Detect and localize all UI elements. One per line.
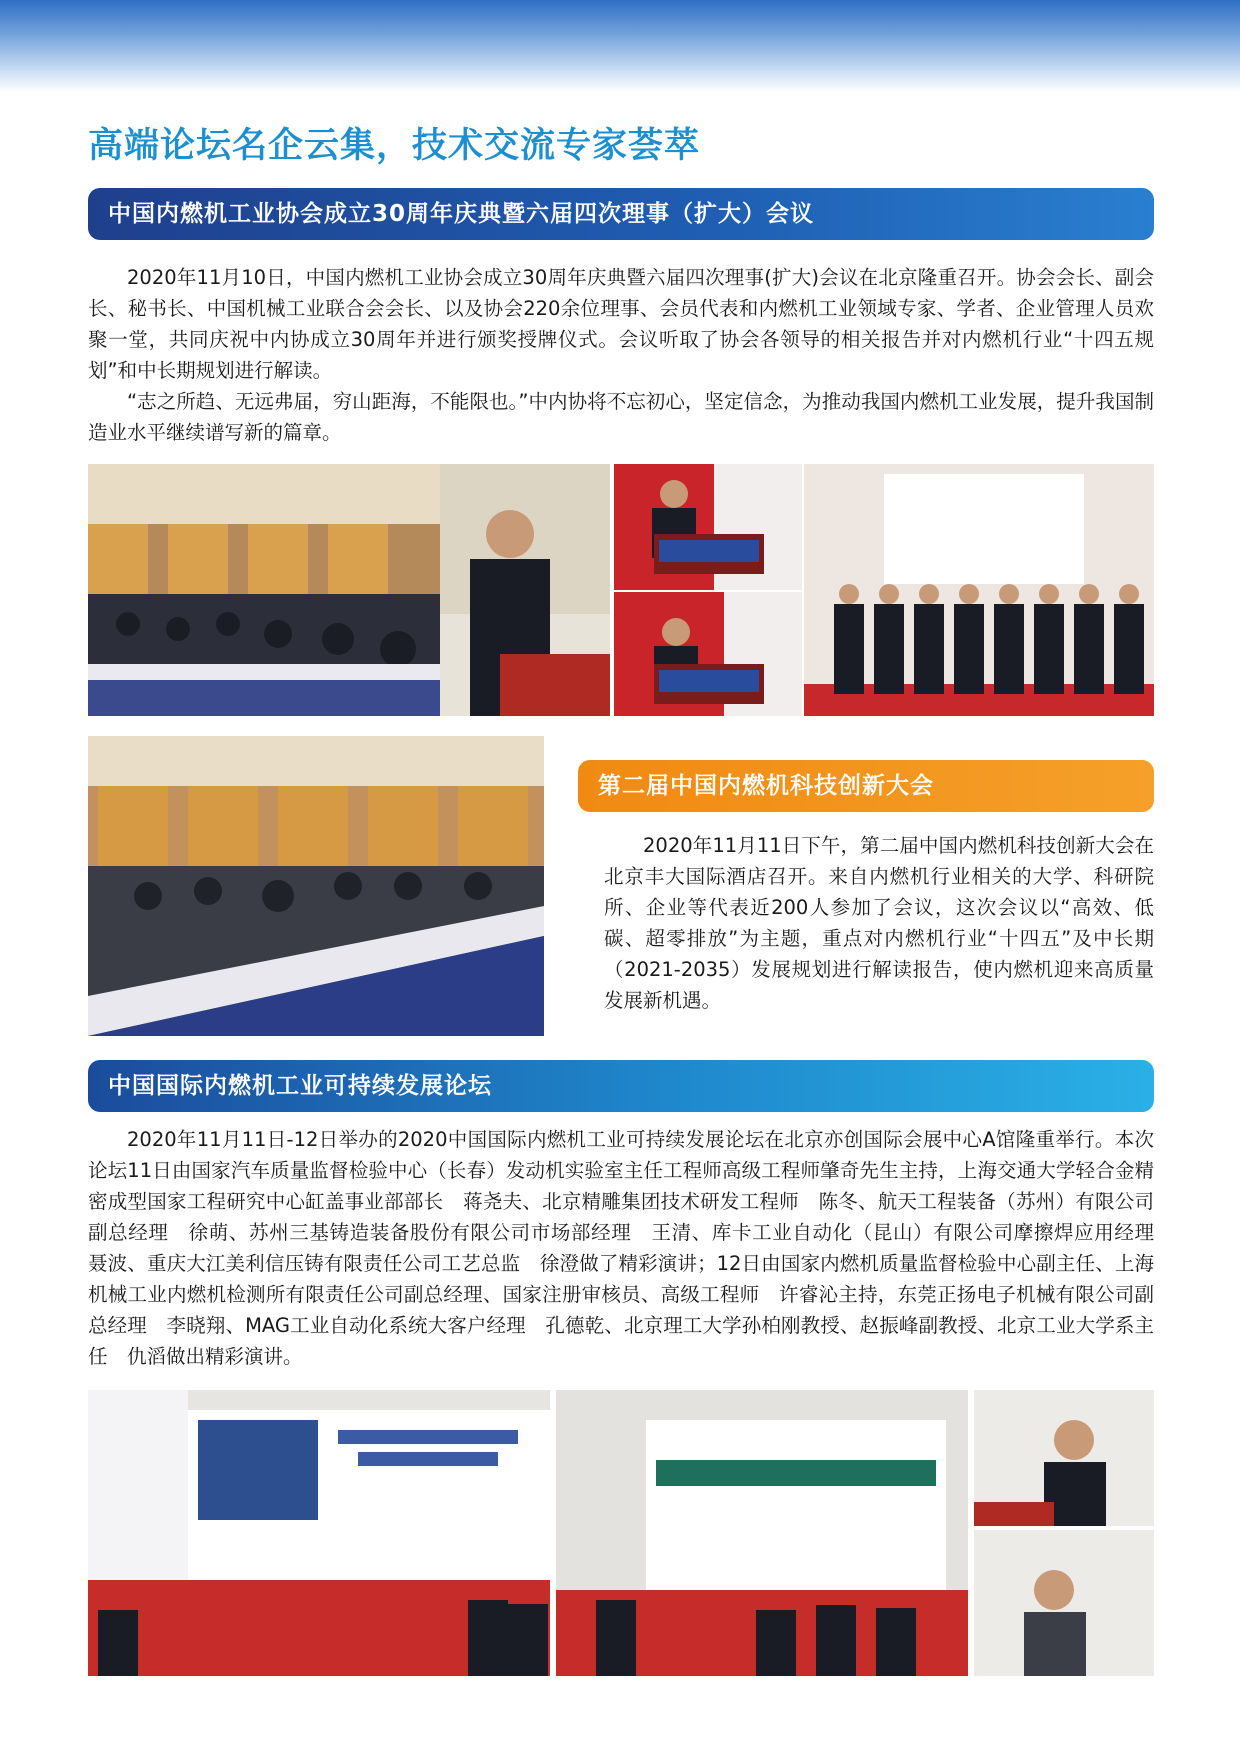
photo-innovation-conference	[88, 736, 544, 1036]
section3-title: 中国国际内燃机工业可持续发展论坛	[108, 1073, 492, 1099]
top-decorative-band	[0, 0, 1240, 92]
section1-paragraph2: “志之所趋、无远弗届，穷山距海，不能限也。”中内协将不忘初心，坚定信念，为推动我国内燃机工业发展，提升我国制造业水平继续谱写新的篇章。	[88, 390, 1154, 444]
photo-forum-presentation-hydrogen	[556, 1390, 968, 1676]
photo-forum-speaker-1	[974, 1390, 1154, 1526]
section3-paragraph: 2020年11月11日-12日举办的2020中国国际内燃机工业可持续发展论坛在北京亦创国际会展中心A馆隆重举行。本次论坛11日由国家汽车质量监督检验中心（长春）发动机实验室主任工程师高级工程师肇奇先生主持，上海交通大学轻合金精密成型国家工程研究中心缸盖事业部部长 蒋尧夫、北京精雕集团技术研发工程师 陈冬、航天工程装备（苏州）有限公司副总经理 徐萌、苏州三基铸造装备股份有限公司市场部经理 王清、库卡工业自动化（昆山）有限公司摩擦焊应用经理 聂波、重庆大江美利信压铸有限责任公司工艺总监 徐澄做了精彩演讲；12日由国家内燃机质量监督检验中心副主任、上海机械工业内燃机检测所有限责任公司副总经理、国家注册审核员、高级工程师 许睿沁主持，东莞正扬电子机械有限公司副总经理 李晓翔、MAG工业自动化系统大客户经理 孔德乾、北京理工大学孙柏刚教授、赵振峰副教授、北京工业大学系主任 仇滔做出精彩演讲。	[88, 1128, 1174, 1368]
photo-speaker-red-backdrop-1	[614, 464, 802, 590]
photo-speaker-podium	[440, 464, 610, 716]
photo-forum-speaker-2	[974, 1530, 1154, 1676]
section2-body	[604, 830, 1154, 1016]
section3-banner	[88, 1060, 1154, 1112]
section1-title: 中国内燃机工业协会成立30周年庆典暨六届四次理事（扩大）会议	[108, 201, 815, 227]
section1-body	[88, 262, 1154, 448]
section1-banner	[88, 188, 1154, 240]
section2-paragraph: 2020年11月11日下午，第二届中国内燃机科技创新大会在北京丰大国际酒店召开。来自内燃机行业相关的大学、科研院所、企业等代表近200人参加了会议，这次会议以“高效、低碳、超零排放”为主题，重点对内燃机行业“十四五”及中长期（2021-2035）发展规划进行解读报告，使内燃机迎来高质量发展新机遇。	[604, 834, 1154, 1012]
section1-paragraph1: 2020年11月10日，中国内燃机工业协会成立30周年庆典暨六届四次理事(扩大)会议在北京隆重召开。协会会长、副会长、秘书长、中国机械工业联合会会长、以及协会220余位理事、会员代表和内燃机工业领域专家、学者、企业管理人员欢聚一堂，共同庆祝中内协成立30周年并进行颁奖授牌仪式。会议听取了协会各领导的相关报告并对内燃机行业“十四五规划”和中长期规划进行解读。	[88, 266, 1154, 382]
page-heading: 高端论坛名企云集，技术交流专家荟萃	[88, 126, 701, 166]
section2-title: 第二届中国内燃机科技创新大会	[598, 773, 934, 799]
section3-body	[88, 1124, 1174, 1372]
photo-forum-presentation-aero-engine	[88, 1390, 550, 1676]
section2-banner	[578, 760, 1154, 812]
photo-award-ceremony	[804, 464, 1154, 716]
photo-speaker-red-backdrop-2	[614, 592, 802, 716]
photo-meeting-audience	[88, 464, 440, 716]
